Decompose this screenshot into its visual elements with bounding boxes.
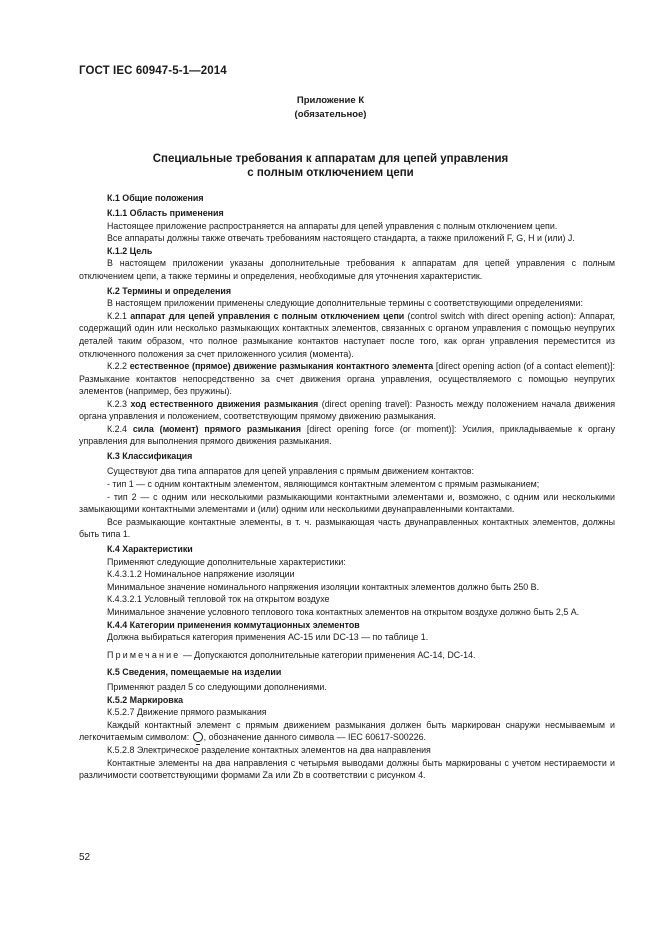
definition-number: К.2.2	[107, 361, 127, 372]
section-heading: К.2 Термины и определения	[107, 285, 232, 296]
note	[79, 649, 615, 662]
definition-number: К.2.3	[107, 398, 127, 409]
clause-heading: К.4.3.1.2 Номинальное напряжение изоляции	[107, 569, 295, 580]
section-heading: К.3 Классификация	[107, 451, 193, 462]
paragraph-text: , обозначение данного символа — IEC 60617-S00226.	[203, 732, 426, 743]
definition-paragraph	[79, 310, 615, 360]
paragraph: Должна выбираться категория применения АС-15 или DC-13 — по таблице 1.	[107, 632, 429, 643]
direct-opening-symbol-icon	[193, 732, 203, 742]
note-text: — Допускаются дополнительные категории применения АС-14, DC-14.	[180, 649, 476, 660]
list-item: - тип 1 — с одним контактным элементом, являющимся контактным элементом с прямым размыканием;	[107, 479, 540, 490]
definition-term: естественное (прямое) движение размыкания контактного элемента	[129, 361, 434, 372]
definition-text: [direct opening force (or moment)]: Усилия, прикладываемые к органу управления для выполнения прямого движения размыкания.	[79, 423, 616, 447]
document-body	[79, 192, 615, 782]
definition-paragraph	[79, 398, 615, 423]
title-line-2: с полным отключением цепи	[247, 167, 414, 179]
section-heading: К.4 Характеристики	[107, 544, 193, 555]
clause-heading: К.5.2.8 Электрическое разделение контактных элементов на два направления	[107, 744, 431, 755]
annex-title: Приложение К	[296, 95, 365, 106]
definition-text: (direct opening travel): Разность между положением начала движения органа управления и положением, соответствующим прямому движению размыкания.	[79, 398, 616, 422]
paragraph: Контактные элементы на два направления с четырьмя выводами должны быть маркированы с учетом нестираемости и различимости соответствующими формами Za или Zb в соответствии с рисунком 4.	[79, 757, 615, 781]
paragraph	[79, 719, 615, 744]
title-line-1: Специальные требования к аппаратам для цепей управления	[152, 153, 509, 165]
clause-heading: К.4.3.2.1 Условный тепловой ток на открытом воздухе	[107, 594, 330, 605]
definition-term: ход естественного движения размыкания	[130, 398, 319, 409]
subsection-heading: К.4.4 Категории применения коммутационных элементов	[107, 619, 360, 630]
clause-heading: К.5.2.7 Движение прямого размыкания	[107, 707, 267, 718]
definition-number: К.2.4	[107, 423, 127, 434]
definition-text: [direct opening action (of a contact element)]: Размыкание контактов непосредственно за счет движения органа управления, осуществляемого с помощью неупругих элементов (например, без пружины).	[79, 361, 616, 397]
subsection-heading: К.1.2 Цель	[107, 245, 153, 256]
definition-term: сила (момент) прямого размыкания	[132, 423, 302, 434]
paragraph: Все аппараты должны также отвечать требованиям настоящего стандарта, а также приложений F, G, H и (или) J.	[107, 233, 575, 244]
document-title	[0, 152, 661, 180]
definition-paragraph	[79, 360, 615, 398]
note-label: Примечание	[107, 649, 181, 660]
definition-term: аппарат для цепей управления с полным отключением цепи	[130, 310, 405, 321]
paragraph: Существуют два типа аппаратов для цепей управления с прямым движением контактов:	[107, 466, 474, 477]
paragraph: Все размыкающие контактные элементы, в т. ч. размыкающая часть двунаправленных контактных элементов, должны быть типа 1.	[79, 516, 615, 540]
annex-subtitle: (обязательное)	[294, 109, 367, 120]
definition-number: К.2.1	[107, 310, 127, 321]
standard-header: ГОСТ IEC 60947-5-1—2014	[79, 65, 227, 77]
list-item: - тип 2 — с одним или несколькими размыкающими контактными элементами и, возможно, с одним или несколькими замыкающими контактными элементами и (или) одним или несколькими двунаправленными контактами.	[79, 491, 615, 515]
paragraph: Минимальное значение условного теплового тока контактных элементов на открытом воздухе должно быть 2,5 А.	[107, 607, 580, 617]
definition-paragraph	[79, 423, 615, 448]
paragraph: Применяют следующие дополнительные характеристики:	[107, 556, 346, 567]
paragraph-text: Каждый контактный элемент с прямым движением размыкания должен быть маркирован снаружи несмываемым и легкочитаемым символом:	[79, 719, 615, 743]
page-number: 52	[79, 852, 91, 863]
subsection-heading: К.5.2 Маркировка	[107, 694, 184, 705]
paragraph: Применяют раздел 5 со следующими дополнениями.	[107, 682, 327, 693]
paragraph: Настоящее приложение распространяется на аппараты для цепей управления с полным отключением цепи.	[107, 220, 558, 231]
paragraph: В настоящем приложении указаны дополнительные требования к аппаратам для цепей управления с полным отключением цепи, а также термины и определения, необходимые для уточнения характеристик.	[79, 258, 615, 281]
paragraph: Минимальное значение номинального напряжения изоляции контактных элементов должно быть 250 В.	[107, 581, 540, 592]
section-heading: К.5 Сведения, помещаемые на изделии	[107, 667, 282, 678]
paragraph: В настоящем приложении применены следующие дополнительные термины с соответствующими определениями:	[107, 298, 583, 309]
subsection-heading: К.1.1 Область применения	[107, 208, 224, 219]
annex-heading	[0, 94, 661, 122]
definition-text: (control switch with direct opening action): Аппарат, содержащий один или несколько размыкающих контактных элементов, связанных с органом управления с помощью неупругих деталей таким образом, что полное размыкание контактов наступает после того, как орган управления переместится из отключенного положения за счет приложенного усилия (момента).	[79, 310, 615, 359]
section-heading: К.1 Общие положения	[107, 193, 204, 203]
